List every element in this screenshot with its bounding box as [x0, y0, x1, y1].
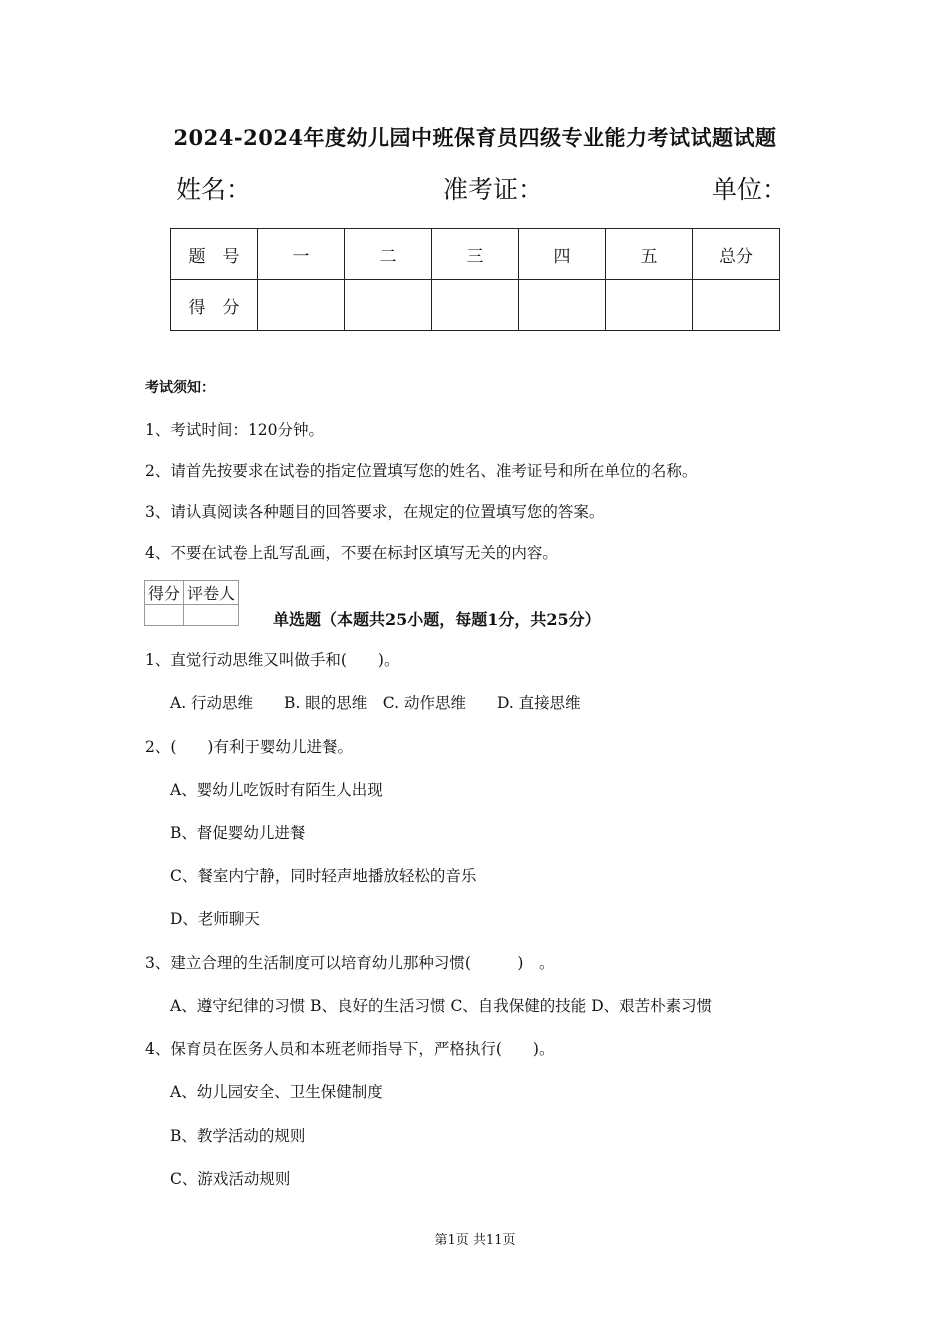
score-table-score-row [171, 280, 780, 331]
question-2-option-a: A、婴幼儿吃饭时有陌生人出现 [170, 781, 383, 799]
notice-item: 4、不要在试卷上乱写乱画，不要在标封区填写无关的内容。 [145, 544, 558, 562]
name-field-label: 姓名： [176, 175, 252, 204]
score-cell[interactable] [432, 280, 519, 331]
score-header-cell: 一 [258, 229, 345, 280]
question-3-options: A、遵守纪律的习惯 B、良好的生活习惯 C、自我保健的技能 D、艰苦朴素习惯 [170, 997, 713, 1015]
question-2-option-d: D、老师聊天 [170, 910, 260, 928]
question-1-options: A. 行动思维 B. 眼的思维 C. 动作思维 D. 直接思维 [170, 694, 581, 712]
notice-item: 1、考试时间：120分钟。 [145, 421, 324, 439]
question-4-option-b: B、教学活动的规则 [170, 1127, 306, 1145]
grader-box-score-label: 得分 [145, 581, 184, 605]
page-footer: 第1页 共11页 [434, 1233, 516, 1248]
grader-box-score-cell[interactable] [145, 605, 184, 626]
page-title: 2024-2024年度幼儿园中班保育员四级专业能力考试试题试题 [173, 125, 777, 150]
score-header-cell: 总分 [693, 229, 780, 280]
notice-item: 3、请认真阅读各种题目的回答要求，在规定的位置填写您的答案。 [145, 503, 605, 521]
score-header-cell: 四 [519, 229, 606, 280]
score-header-cell: 题 号 [171, 229, 258, 280]
question-2-option-b: B、督促婴幼儿进餐 [170, 824, 306, 842]
exam-number-field-label: 准考证： [443, 175, 544, 204]
score-cell[interactable] [693, 280, 780, 331]
section-heading: 单选题（本题共25小题，每题1分，共25分） [273, 610, 601, 629]
unit-field-label: 单位： [712, 175, 788, 204]
score-table-header-row [171, 229, 780, 280]
notice-heading: 考试须知： [145, 380, 215, 396]
score-header-cell: 三 [432, 229, 519, 280]
score-cell[interactable] [345, 280, 432, 331]
score-cell[interactable] [519, 280, 606, 331]
grader-box [144, 580, 239, 626]
score-cell[interactable] [258, 280, 345, 331]
question-4: 4、保育员在医务人员和本班老师指导下，严格执行( )。 [145, 1040, 555, 1058]
grader-box-grader-label: 评卷人 [184, 581, 239, 605]
question-2: 2、( )有利于婴幼儿进餐。 [145, 738, 353, 756]
grader-box-grader-cell[interactable] [184, 605, 239, 626]
score-header-cell: 二 [345, 229, 432, 280]
score-table [170, 228, 780, 331]
question-4-option-a: A、幼儿园安全、卫生保健制度 [170, 1083, 383, 1101]
question-3: 3、建立合理的生活制度可以培育幼儿那种习惯( ) 。 [145, 954, 555, 972]
score-cell[interactable] [606, 280, 693, 331]
question-2-option-c: C、餐室内宁静，同时轻声地播放轻松的音乐 [170, 867, 477, 885]
question-4-option-c: C、游戏活动规则 [170, 1170, 291, 1188]
notice-item: 2、请首先按要求在试卷的指定位置填写您的姓名、准考证号和所在单位的名称。 [145, 462, 698, 480]
question-1: 1、直觉行动思维又叫做手和( )。 [145, 651, 400, 669]
score-header-cell: 五 [606, 229, 693, 280]
score-row-label: 得 分 [171, 280, 258, 331]
